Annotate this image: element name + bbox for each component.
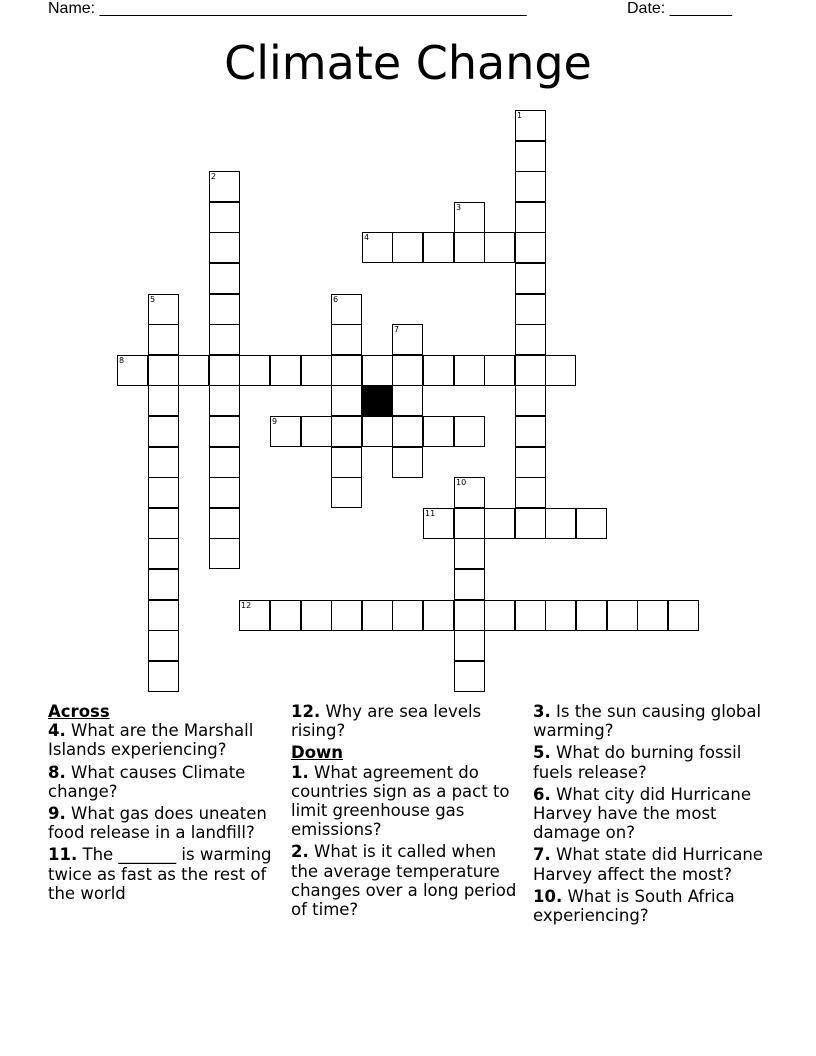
- crossword-cell[interactable]: [515, 477, 546, 508]
- clue-number-label: 10: [456, 478, 467, 487]
- clue-text: Is the sun causing global warming?: [533, 702, 762, 741]
- crossword-cell[interactable]: [331, 324, 362, 355]
- page-title: Climate Change: [224, 36, 592, 90]
- clue-number: 4.: [48, 721, 66, 741]
- crossword-cell[interactable]: [209, 416, 240, 447]
- crossword-cell[interactable]: [117, 355, 148, 386]
- crossword-cell[interactable]: [331, 447, 362, 478]
- clue-across-12: [291, 702, 527, 740]
- clue-text: What do burning fossil fuels release?: [533, 743, 742, 782]
- crossword-cell[interactable]: [209, 477, 240, 508]
- clue-number-label: 11: [425, 509, 436, 518]
- crossword-cell[interactable]: [178, 355, 209, 386]
- crossword-cell[interactable]: [392, 355, 423, 386]
- crossword-cell[interactable]: [209, 324, 240, 355]
- crossword-cell[interactable]: [545, 355, 576, 386]
- crossword-cell[interactable]: [454, 355, 485, 386]
- clue-number: 8.: [48, 762, 66, 782]
- crossword-cell[interactable]: [545, 600, 576, 631]
- crossword-cell[interactable]: [148, 355, 179, 386]
- crossword-cell[interactable]: [545, 508, 576, 539]
- clue-across-9: [48, 804, 284, 842]
- clue-text: What state did Hurricane Harvey affect the most?: [533, 845, 763, 884]
- clue-number-label: 7: [394, 325, 400, 334]
- clue-down-5: [533, 743, 769, 781]
- crossword-cell[interactable]: [209, 538, 240, 569]
- crossword-cell[interactable]: [607, 600, 638, 631]
- crossword-cell[interactable]: [423, 232, 454, 263]
- clue-text: The _______ is warming twice as fast as the rest of the world: [48, 845, 272, 903]
- crossword-cell[interactable]: [515, 355, 546, 386]
- clue-number-label: 2: [211, 172, 217, 181]
- crossword-cell[interactable]: [637, 600, 668, 631]
- clue-across-8: [48, 763, 284, 801]
- crossword-cell[interactable]: [301, 355, 332, 386]
- crossword-cell[interactable]: [515, 385, 546, 416]
- across-heading: Across: [48, 702, 110, 721]
- crossword-cell[interactable]: [148, 600, 179, 631]
- clue-number: 6.: [533, 784, 551, 804]
- crossword-cell[interactable]: [515, 171, 546, 202]
- crossword-cell[interactable]: [362, 416, 393, 447]
- clue-text: What is it called when the average temperature changes over a long period of time?: [291, 842, 517, 920]
- crossword-cell[interactable]: [515, 324, 546, 355]
- crossword-cell[interactable]: [454, 416, 485, 447]
- crossword-cell[interactable]: [209, 385, 240, 416]
- crossword-cell[interactable]: [392, 385, 423, 416]
- clue-text: What agreement do countries sign as a pact to limit greenhouse gas emissions?: [291, 762, 510, 840]
- clues-column-3: [533, 702, 769, 928]
- crossword-cell[interactable]: [331, 294, 362, 325]
- crossword-cell[interactable]: [454, 600, 485, 631]
- clue-text: What is South Africa experiencing?: [533, 886, 735, 926]
- clue-down-6: [533, 785, 769, 843]
- crossword-cell[interactable]: [301, 416, 332, 447]
- clue-number: 9.: [48, 804, 66, 824]
- crossword-cell[interactable]: [148, 661, 179, 692]
- crossword-cell[interactable]: [148, 324, 179, 355]
- crossword-cell[interactable]: [423, 416, 454, 447]
- crossword-cell[interactable]: [454, 232, 485, 263]
- crossword-cell[interactable]: [454, 630, 485, 661]
- crossword-cell[interactable]: [148, 447, 179, 478]
- crossword-cell[interactable]: [668, 600, 699, 631]
- crossword-cell[interactable]: [270, 600, 301, 631]
- crossword-cell[interactable]: [270, 416, 301, 447]
- crossword-cell[interactable]: [239, 355, 270, 386]
- crossword-cell[interactable]: [148, 477, 179, 508]
- crossword-cell[interactable]: [515, 447, 546, 478]
- crossword-cell[interactable]: [454, 202, 485, 233]
- crossword-cell[interactable]: [515, 600, 546, 631]
- crossword-cell[interactable]: [515, 508, 546, 539]
- blocked-cell: [362, 385, 393, 416]
- crossword-cell[interactable]: [209, 355, 240, 386]
- crossword-cell[interactable]: [454, 661, 485, 692]
- crossword-cell[interactable]: [239, 600, 270, 631]
- crossword-cell[interactable]: [576, 508, 607, 539]
- crossword-cell[interactable]: [209, 263, 240, 294]
- crossword-cell[interactable]: [484, 600, 515, 631]
- clue-number: 7.: [533, 845, 551, 865]
- crossword-cell[interactable]: [331, 355, 362, 386]
- clue-number-label: 4: [364, 233, 370, 242]
- date-field-label: Date: _______: [627, 0, 732, 17]
- crossword-cell[interactable]: [392, 232, 423, 263]
- crossword-cell[interactable]: [209, 171, 240, 202]
- clue-text: Why are sea levels rising?: [291, 702, 482, 741]
- clue-down-3: [533, 702, 769, 740]
- crossword-cell[interactable]: [515, 202, 546, 233]
- crossword-cell[interactable]: [515, 416, 546, 447]
- crossword-cell[interactable]: [331, 477, 362, 508]
- clue-number-label: 6: [333, 295, 339, 304]
- crossword-cell[interactable]: [484, 355, 515, 386]
- crossword-cell[interactable]: [148, 508, 179, 539]
- crossword-cell[interactable]: [515, 141, 546, 172]
- crossword-cell[interactable]: [423, 508, 454, 539]
- clue-number-label: 8: [119, 356, 125, 365]
- name-field-label: Name: ________________________________________________: [48, 0, 527, 17]
- clue-number: 10.: [533, 886, 563, 906]
- crossword-cell[interactable]: [423, 600, 454, 631]
- clue-text: What causes Climate change?: [48, 762, 246, 801]
- crossword-cell[interactable]: [515, 232, 546, 263]
- crossword-cell[interactable]: [331, 416, 362, 447]
- clue-text: What gas does uneaten food release in a landfill?: [48, 804, 267, 843]
- crossword-cell[interactable]: [392, 600, 423, 631]
- crossword-cell[interactable]: [454, 538, 485, 569]
- crossword-cell[interactable]: [209, 447, 240, 478]
- crossword-cell[interactable]: [454, 569, 485, 600]
- crossword-cell[interactable]: [392, 324, 423, 355]
- clue-number: 11.: [48, 845, 78, 865]
- clue-down-1: [291, 763, 527, 840]
- clues-column-1: [48, 702, 284, 906]
- clue-number-label: 1: [517, 111, 523, 120]
- crossword-cell[interactable]: [484, 232, 515, 263]
- clue-text: What city did Hurricane Harvey have the most damage on?: [533, 784, 752, 843]
- crossword-cell[interactable]: [454, 477, 485, 508]
- clue-number: 2.: [291, 842, 309, 862]
- crossword-cell[interactable]: [362, 232, 393, 263]
- crossword-cell[interactable]: [362, 355, 393, 386]
- clue-number-label: 12: [241, 601, 252, 610]
- clue-across-4: [48, 721, 284, 759]
- clues-column-2: [291, 702, 527, 922]
- crossword-cell[interactable]: [301, 600, 332, 631]
- clue-number-label: 3: [456, 203, 462, 212]
- clue-number: 3.: [533, 702, 551, 721]
- crossword-cell[interactable]: [392, 447, 423, 478]
- crossword-cell[interactable]: [515, 110, 546, 141]
- crossword-cell[interactable]: [484, 508, 515, 539]
- clue-number: 5.: [533, 743, 551, 763]
- crossword-cell[interactable]: [148, 416, 179, 447]
- crossword-cell[interactable]: [148, 538, 179, 569]
- crossword-cell[interactable]: [148, 294, 179, 325]
- crossword-cell[interactable]: [454, 508, 485, 539]
- crossword-cell[interactable]: [515, 263, 546, 294]
- crossword-cell[interactable]: [362, 600, 393, 631]
- crossword-cell[interactable]: [148, 385, 179, 416]
- crossword-cell[interactable]: [148, 569, 179, 600]
- clue-down-10: [533, 887, 769, 925]
- clue-number-label: 5: [150, 295, 156, 304]
- crossword-cell[interactable]: [209, 294, 240, 325]
- clue-down-2: [291, 842, 527, 919]
- crossword-cell[interactable]: [209, 202, 240, 233]
- clue-number: 1.: [291, 762, 309, 782]
- crossword-cell[interactable]: [331, 385, 362, 416]
- clue-across-11: [48, 845, 284, 903]
- crossword-cell[interactable]: [148, 630, 179, 661]
- crossword-cell[interactable]: [331, 600, 362, 631]
- crossword-cell[interactable]: [209, 232, 240, 263]
- crossword-cell[interactable]: [392, 416, 423, 447]
- down-heading: Down: [291, 743, 344, 763]
- clue-text: What are the Marshall Islands experiencing?: [48, 721, 254, 760]
- clue-number: 12.: [291, 702, 321, 721]
- crossword-cell[interactable]: [576, 600, 607, 631]
- crossword-cell[interactable]: [423, 355, 454, 386]
- crossword-cell[interactable]: [209, 508, 240, 539]
- crossword-cell[interactable]: [515, 294, 546, 325]
- clue-down-7: [533, 845, 769, 883]
- crossword-cell[interactable]: [270, 355, 301, 386]
- clue-number-label: 9: [272, 417, 278, 426]
